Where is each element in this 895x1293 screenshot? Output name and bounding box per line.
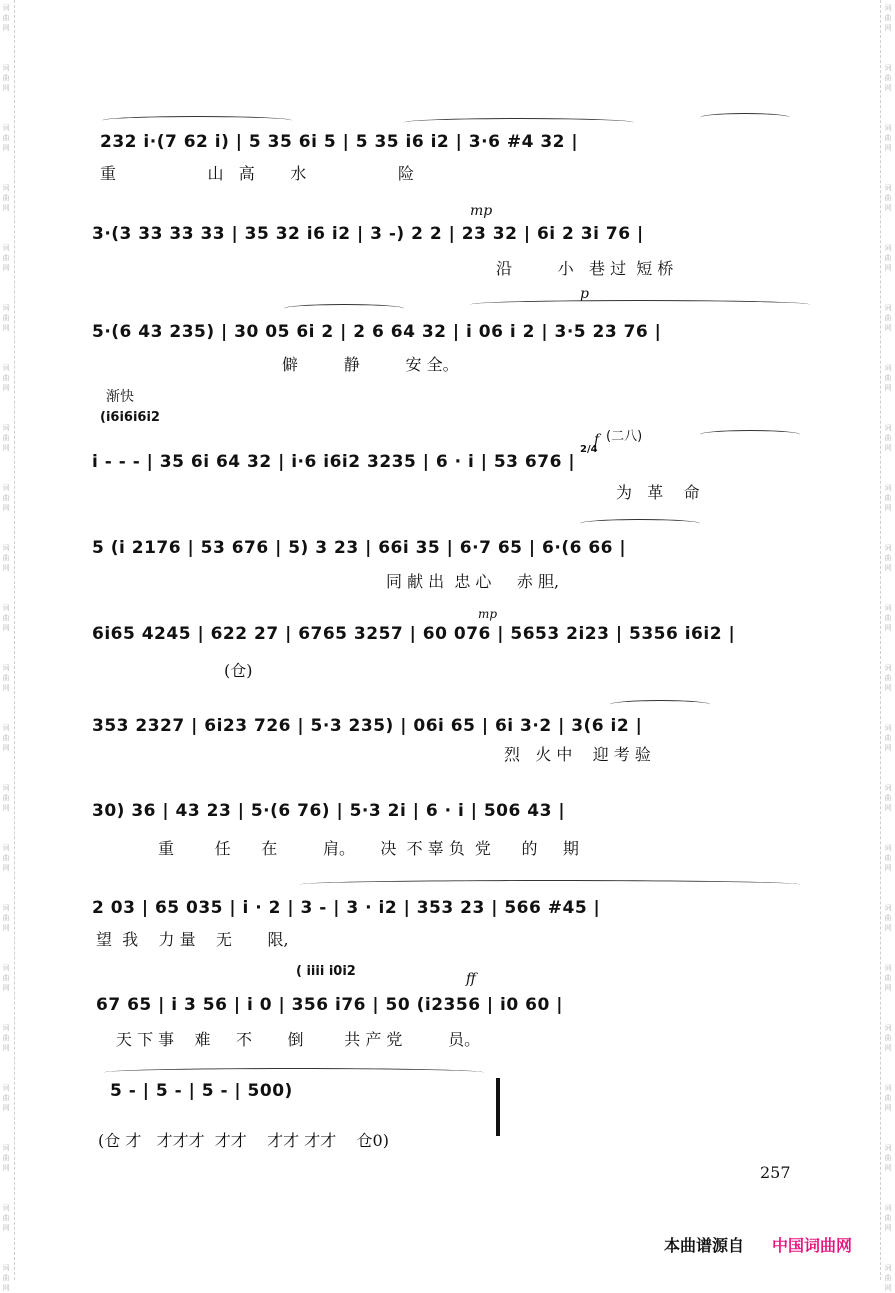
watermark-char: 曲 (884, 1214, 892, 1222)
watermark-char: 网 (884, 84, 892, 92)
watermark-char: 词 (884, 904, 892, 912)
slur (102, 116, 292, 125)
watermark-char: 网 (2, 684, 10, 692)
watermark-char: 词 (2, 1024, 10, 1032)
watermark-char: 曲 (884, 974, 892, 982)
lyric-line: 天 下 事 难 不 倒 共 产 党 员。 (116, 1030, 481, 1049)
watermark-char: 网 (2, 804, 10, 812)
watermark-char: 词 (2, 364, 10, 372)
watermark-char: 网 (884, 1224, 892, 1232)
watermark-char: 网 (884, 564, 892, 572)
watermark-char: 网 (884, 984, 892, 992)
watermark-char: 曲 (884, 74, 892, 82)
watermark-char: 曲 (884, 554, 892, 562)
watermark-char: 网 (884, 744, 892, 752)
lyric-line: (仓) (224, 661, 253, 680)
watermark-char: 网 (2, 864, 10, 872)
watermark-char: 曲 (2, 314, 10, 322)
overline-phrase: ( iiii i0i2 (296, 964, 356, 979)
watermark-char: 曲 (2, 1034, 10, 1042)
watermark-char: 网 (2, 1044, 10, 1052)
watermark-char: 曲 (2, 1274, 10, 1282)
source-label: 本曲谱源自 (664, 1236, 745, 1255)
watermark-char: 曲 (884, 254, 892, 262)
dynamic-mp: mp (470, 203, 493, 219)
watermark-char: 曲 (884, 1154, 892, 1162)
watermark-char: 网 (884, 504, 892, 512)
watermark-char: 曲 (884, 614, 892, 622)
slur (104, 1068, 484, 1077)
watermark-char: 词 (884, 724, 892, 732)
watermark-char: 网 (2, 1284, 10, 1292)
watermark-char: 曲 (884, 494, 892, 502)
watermark-char: 词 (884, 544, 892, 552)
lyric-line: 烈 火 中 迎 考 验 (504, 745, 651, 764)
watermark-char: 曲 (2, 74, 10, 82)
watermark-char: 网 (884, 804, 892, 812)
lyric-line: 沿 小 巷 过 短 桥 (496, 259, 674, 278)
watermark-char: 词 (2, 64, 10, 72)
watermark-char: 曲 (884, 1094, 892, 1102)
lyric-line: 同 献 出 忠 心 赤 胆, (386, 572, 560, 591)
watermark-char: 曲 (2, 794, 10, 802)
watermark-char: 词 (884, 364, 892, 372)
watermark-char: 词 (884, 604, 892, 612)
watermark-char: 词 (2, 844, 10, 852)
watermark-char: 网 (2, 144, 10, 152)
page-number: 257 (760, 1163, 791, 1182)
watermark-char: 曲 (884, 374, 892, 382)
lyric-line: 望 我 力 量 无 限, (96, 930, 289, 949)
watermark-char: 网 (884, 24, 892, 32)
watermark-char: 曲 (2, 1214, 10, 1222)
watermark-char: 曲 (2, 974, 10, 982)
watermark-char: 词 (2, 424, 10, 432)
watermark-char: 网 (884, 1104, 892, 1112)
slur (610, 700, 710, 709)
watermark-char: 网 (884, 204, 892, 212)
watermark-char: 曲 (2, 614, 10, 622)
watermark-char: 曲 (2, 674, 10, 682)
watermark-char: 网 (2, 1224, 10, 1232)
watermark-char: 词 (884, 304, 892, 312)
watermark-char: 词 (884, 484, 892, 492)
slur (470, 300, 810, 309)
watermark-char: 词 (2, 1264, 10, 1272)
watermark-char: 曲 (884, 1274, 892, 1282)
watermark-char: 曲 (2, 434, 10, 442)
right-watermark-strip (880, 0, 895, 1292)
slur (284, 304, 404, 313)
watermark-char: 网 (2, 84, 10, 92)
watermark-char: 网 (884, 384, 892, 392)
watermark-char: 曲 (884, 134, 892, 142)
watermark-char: 曲 (884, 674, 892, 682)
watermark-char: 曲 (884, 734, 892, 742)
notation-line: 353 2327 | 6i23 726 | 5·3 235) | 06i 65 | 6i 3·2 | 3(6 i2 | (92, 716, 643, 736)
watermark-char: 曲 (884, 14, 892, 22)
watermark-char: 词 (2, 1144, 10, 1152)
watermark-char: 词 (2, 1084, 10, 1092)
watermark-char: 词 (2, 724, 10, 732)
watermark-char: 词 (884, 124, 892, 132)
notation-line: 2 03 | 65 035 | i · 2 | 3 - | 3 · i2 | 353 23 | 566 #45 | (92, 898, 601, 918)
site-name: 中国词曲网 (772, 1236, 853, 1255)
watermark-char: 网 (2, 264, 10, 272)
watermark-char: 词 (884, 64, 892, 72)
lyric-line: 重 山 高 水 险 (100, 164, 414, 183)
watermark-char: 曲 (2, 914, 10, 922)
watermark-char: 词 (884, 1024, 892, 1032)
notation-line: 232 i·(7 62 i) | 5 35 6i 5 | 5 35 i6 i2 | 3·6 #4 32 | (100, 132, 579, 152)
watermark-char: 网 (884, 624, 892, 632)
lyric-line: (仓 才 才才才 才才 才才 才才 仓0) (98, 1131, 389, 1150)
watermark-char: 网 (884, 264, 892, 272)
watermark-char: 网 (2, 624, 10, 632)
time-signature: 2/4 (580, 444, 598, 455)
dynamic-ff: ff (466, 971, 476, 987)
watermark-char: 网 (2, 744, 10, 752)
lyric-line: 为 革 命 (616, 483, 700, 502)
watermark-char: 网 (884, 1044, 892, 1052)
watermark-char: 曲 (884, 434, 892, 442)
watermark-char: 词 (2, 664, 10, 672)
watermark-char: 词 (2, 544, 10, 552)
final-barline (496, 1078, 500, 1136)
watermark-char: 词 (884, 844, 892, 852)
watermark-char: 曲 (2, 494, 10, 502)
watermark-char: 网 (884, 924, 892, 932)
watermark-char: 曲 (884, 854, 892, 862)
watermark-char: 曲 (884, 794, 892, 802)
overline-phrase: (i6i6i6i2 (100, 410, 160, 425)
watermark-char: 曲 (884, 914, 892, 922)
notation-line: 5 (i 2176 | 53 676 | 5) 3 23 | 66i 35 | 6·7 65 | 6·(6 66 | (92, 538, 627, 558)
tempo-mark: 渐快 (106, 389, 134, 405)
notation-line: i - - - | 35 6i 64 32 | i·6 i6i2 3235 | 6 · i | 53 676 | (92, 452, 576, 472)
watermark-char: 网 (2, 924, 10, 932)
watermark-char: 词 (2, 184, 10, 192)
watermark-char: 曲 (2, 134, 10, 142)
watermark-char: 曲 (2, 1154, 10, 1162)
watermark-char: 曲 (2, 194, 10, 202)
watermark-char: 词 (2, 124, 10, 132)
watermark-char: 词 (884, 424, 892, 432)
lyric-line: 僻 静 安 全。 (282, 355, 459, 374)
watermark-char: 网 (2, 204, 10, 212)
watermark-char: 词 (2, 4, 10, 12)
watermark-char: 词 (2, 244, 10, 252)
watermark-char: 词 (884, 964, 892, 972)
watermark-char: 曲 (884, 314, 892, 322)
watermark-char: 词 (2, 904, 10, 912)
watermark-char: 曲 (2, 254, 10, 262)
slur (404, 118, 634, 127)
watermark-char: 词 (884, 1144, 892, 1152)
dynamic-mp-2: mp (478, 607, 498, 621)
slur (700, 113, 790, 122)
watermark-char: 网 (2, 564, 10, 572)
watermark-char: 词 (884, 184, 892, 192)
watermark-char: 曲 (2, 14, 10, 22)
lyric-line: 重 任 在 肩。 决 不 辜 负 党 的 期 (158, 839, 579, 858)
left-watermark-strip (0, 0, 15, 1292)
watermark-char: 曲 (2, 1094, 10, 1102)
watermark-char: 网 (2, 24, 10, 32)
watermark-char: 词 (884, 664, 892, 672)
watermark-char: 网 (2, 1164, 10, 1172)
watermark-char: 网 (884, 144, 892, 152)
dynamic-p: p (580, 286, 589, 302)
watermark-char: 网 (2, 1104, 10, 1112)
watermark-char: 曲 (884, 1034, 892, 1042)
watermark-char: 网 (2, 324, 10, 332)
watermark-char: 网 (2, 504, 10, 512)
watermark-char: 词 (2, 784, 10, 792)
watermark-char: 网 (884, 324, 892, 332)
watermark-char: 曲 (2, 554, 10, 562)
watermark-char: 词 (884, 1084, 892, 1092)
slur (300, 880, 800, 889)
meter-label: (二八) (606, 429, 643, 444)
notation-line: 5 - | 5 - | 5 - | 500) (110, 1081, 293, 1101)
notation-line: 6i65 4245 | 622 27 | 6765 3257 | 60 076 | 5653 2i23 | 5356 i6i2 | (92, 624, 736, 644)
watermark-char: 词 (884, 4, 892, 12)
watermark-char: 词 (884, 1264, 892, 1272)
notation-line: 5·(6 43 235) | 30 05 6i 2 | 2 6 64 32 | i 06 i 2 | 3·5 23 76 | (92, 322, 662, 342)
watermark-char: 网 (884, 1284, 892, 1292)
watermark-char: 词 (2, 1204, 10, 1212)
watermark-char: 词 (2, 604, 10, 612)
watermark-char: 曲 (884, 194, 892, 202)
watermark-char: 网 (884, 444, 892, 452)
watermark-char: 词 (884, 244, 892, 252)
watermark-char: 曲 (2, 374, 10, 382)
watermark-char: 网 (884, 864, 892, 872)
watermark-char: 网 (2, 444, 10, 452)
watermark-char: 词 (2, 484, 10, 492)
watermark-char: 词 (2, 304, 10, 312)
watermark-char: 网 (884, 684, 892, 692)
watermark-char: 词 (884, 1204, 892, 1212)
dynamic-f: f (594, 432, 600, 448)
slur (700, 430, 800, 439)
notation-line: 30) 36 | 43 23 | 5·(6 76) | 5·3 2i | 6 · i | 506 43 | (92, 801, 566, 821)
watermark-char: 词 (884, 784, 892, 792)
watermark-char: 曲 (2, 854, 10, 862)
watermark-char: 词 (2, 964, 10, 972)
notation-line: 3·(3 33 33 33 | 35 32 i6 i2 | 3 -) 2 2 | 23 32 | 6i 2 3i 76 | (92, 224, 644, 244)
watermark-char: 网 (884, 1164, 892, 1172)
watermark-char: 网 (2, 984, 10, 992)
notation-line: 67 65 | i 3 56 | i 0 | 356 i76 | 50 (i2356 | i0 60 | (96, 995, 563, 1015)
slur (580, 519, 700, 528)
watermark-char: 网 (2, 384, 10, 392)
watermark-char: 曲 (2, 734, 10, 742)
